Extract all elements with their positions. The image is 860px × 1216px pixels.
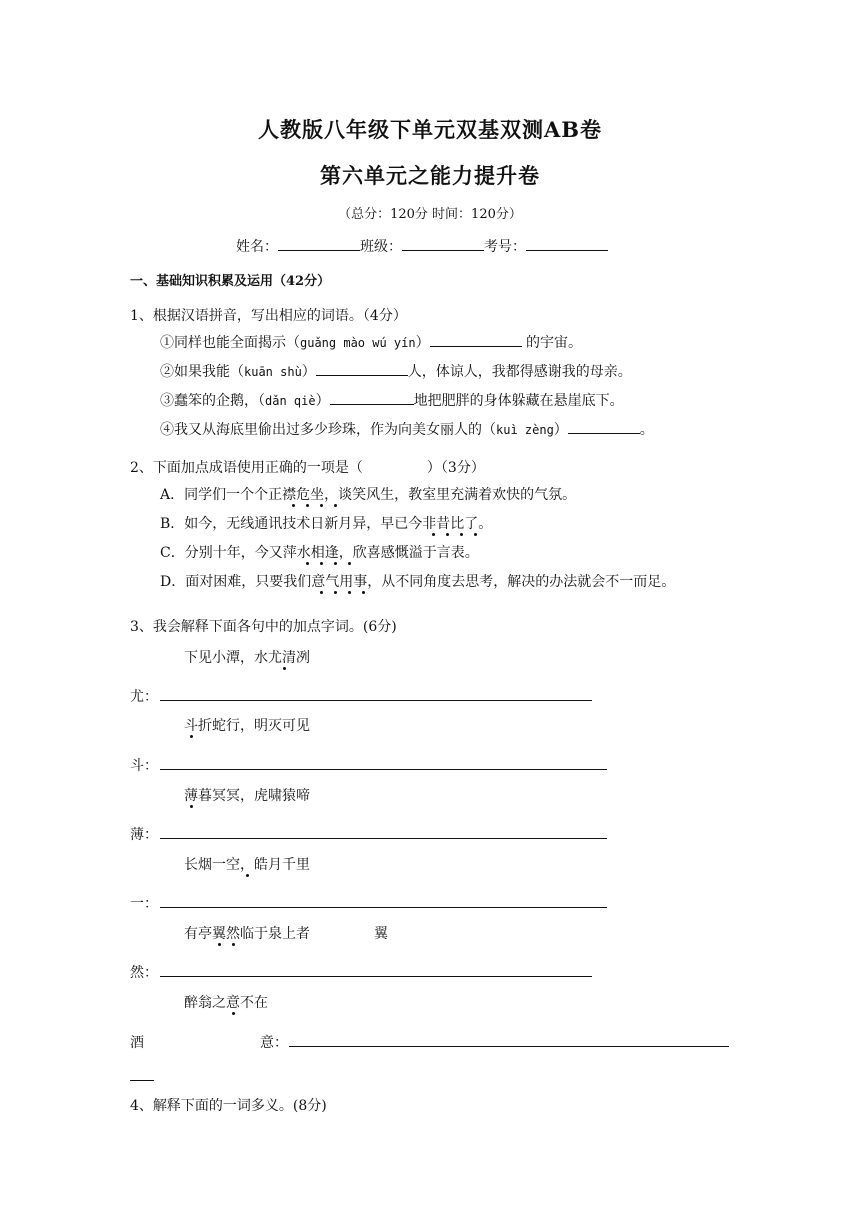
emphasis-dot (362, 591, 365, 594)
q3-sentence-1: 下见小潭，水尤清冽 (184, 650, 310, 666)
answer-blank[interactable] (330, 390, 414, 405)
q2-option-c[interactable]: C．分别十年，今又萍水相逢，欣喜感慨溢于言表。 (160, 545, 479, 561)
q3-label-3: 薄： (130, 827, 158, 843)
answer-line[interactable] (289, 1046, 729, 1047)
exam-title: 人教版八年级下单元双基双测AB卷 (257, 117, 603, 142)
emphasis-dot (460, 533, 463, 536)
answer-line[interactable] (160, 976, 592, 977)
emphasis-dot (334, 591, 337, 594)
q3-extra-char: 翼 (374, 926, 388, 942)
q1-item-3: ③蠢笨的企鹅，（dǎn qiè） 地把肥胖的身体躲藏在悬崖底下。 (160, 390, 624, 410)
emphasis-dot (190, 805, 193, 808)
answer-line[interactable] (160, 907, 607, 908)
q3-label-6a: 酒 (130, 1035, 144, 1051)
answer-line-continuation[interactable] (130, 1080, 154, 1081)
emphasis-dot (320, 591, 323, 594)
pinyin: kuì zèng (496, 423, 554, 437)
emphasis-dot (348, 591, 351, 594)
q2-option-d[interactable]: D．面对困难，只要我们意气用事，从不同角度去思考，解决的办法就会不一而足。 (160, 574, 676, 590)
exam-subtitle: 第六单元之能力提升卷 (320, 163, 540, 188)
emphasis-dot (432, 533, 435, 536)
emphasis-dot (320, 562, 323, 565)
q3-label-2: 斗： (130, 758, 158, 774)
answer-blank[interactable] (316, 361, 408, 376)
q2-option-b[interactable]: B．如今，无线通讯技术日新月异，早已今非昔比了。 (160, 516, 493, 532)
emphasis-dot (190, 735, 193, 738)
q3-stem: 3、我会解释下面各句中的加点字词。(6分) (130, 619, 397, 635)
score-time: （总分：120分 时间：120分） (338, 207, 522, 222)
emphasis-dot (306, 562, 309, 565)
q3-sentence-2: 斗折蛇行，明灭可见 (184, 718, 310, 734)
q2-stem: 2、下面加点成语使用正确的一项是（ ）（3分） (130, 460, 485, 476)
section-heading: 一、基础知识积累及运用（42分） (130, 274, 331, 289)
q3-sentence-4: 长烟一空，皓月千里 (184, 857, 310, 873)
class-blank[interactable] (402, 236, 484, 251)
q2-option-a[interactable]: A．同学们一个个正襟危坐，谈笑风生，教室里充满着欢快的气氛。 (160, 487, 577, 503)
q3-sentence-5: 有亭翼然临于泉上者 (184, 926, 310, 942)
answer-blank[interactable] (430, 332, 522, 347)
emphasis-dot (232, 1012, 235, 1015)
emphasis-dot (283, 667, 286, 670)
q1-item-1: ①同样也能全面揭示（guǎng mào wú yín） 的宇宙。 (160, 332, 582, 352)
emphasis-dot (334, 562, 337, 565)
answer-line[interactable] (160, 700, 592, 701)
q1-item-2: ②如果我能（kuān shù） 人，体谅人，我都得感谢我的母亲。 (160, 361, 632, 381)
emphasis-dot (218, 943, 221, 946)
emphasis-dot (232, 943, 235, 946)
q1-stem: 1、根据汉语拼音，写出相应的词语。（4分） (130, 308, 407, 324)
name-label: 姓名： (236, 239, 278, 255)
emphasis-dot (246, 874, 249, 877)
emphasis-dot (348, 562, 351, 565)
q3-sentence-6: 醉翁之意不在 (184, 995, 268, 1011)
q4-stem: 4、解释下面的一词多义。(8分) (130, 1098, 327, 1114)
q3-sentence-3: 薄暮冥冥，虎啸猿啼 (184, 788, 310, 804)
answer-blank[interactable] (568, 419, 640, 434)
emphasis-dot (306, 504, 309, 507)
student-info-line (236, 236, 608, 256)
pinyin: kuān shù (244, 365, 302, 379)
emphasis-dot (334, 504, 337, 507)
class-label: 班级： (360, 239, 402, 255)
name-blank[interactable] (278, 236, 360, 251)
emphasis-dot (320, 504, 323, 507)
emphasis-dot (446, 533, 449, 536)
exam-no-blank[interactable] (526, 236, 608, 251)
q3-label-6b: 意： (260, 1035, 288, 1051)
q3-label-5: 然： (130, 965, 158, 981)
emphasis-dot (474, 533, 477, 536)
pinyin: guǎng mào wú yín (300, 336, 416, 350)
answer-line[interactable] (160, 769, 607, 770)
emphasis-dot (292, 504, 295, 507)
q1-item-4: ④我又从海底里偷出过多少珍珠，作为向美女丽人的（kuì zèng） 。 (160, 419, 654, 439)
q3-label-4: 一： (130, 896, 158, 912)
pinyin: dǎn qiè (265, 394, 316, 408)
answer-line[interactable] (160, 838, 607, 839)
q3-label-1: 尤： (130, 689, 158, 705)
exam-no-label: 考号： (484, 239, 526, 255)
